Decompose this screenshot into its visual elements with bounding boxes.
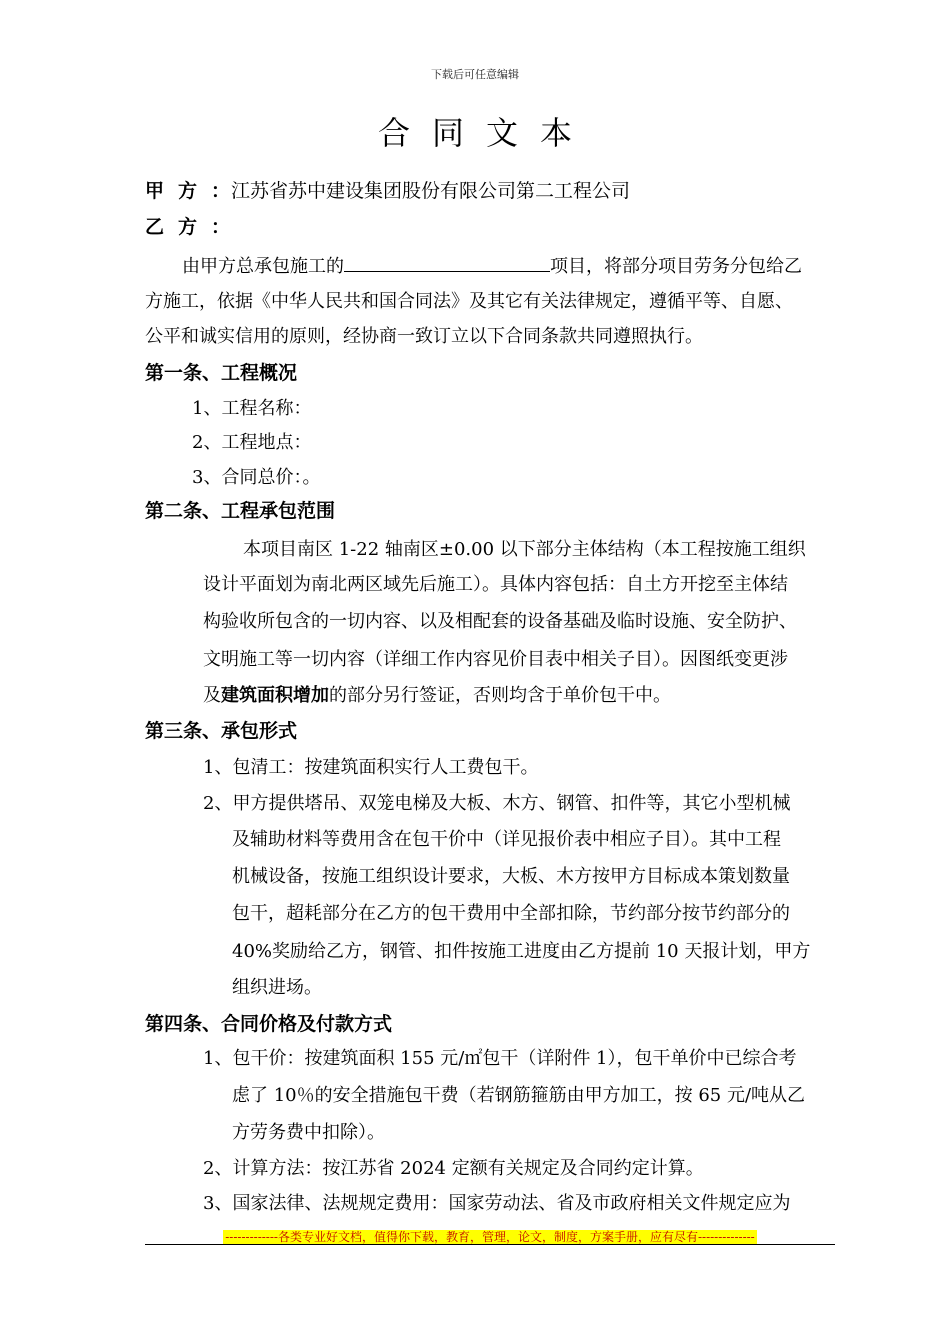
article-4-item-2: 2、计算方法：按江苏省 2024 定额有关规定及合同约定计算。 [203, 1158, 704, 1179]
article-3-heading: 第三条、承包形式 [145, 720, 298, 742]
footer-banner-text: -------------各类专业好文档，值得你下载，教育，管理，论文，制度，方案手册，应有尽有-------------- [225, 1230, 755, 1244]
intro-line-1-post: 项目，将部分项目劳务分包给乙 [550, 256, 802, 277]
article-4-item-1-line: 方劳务费中扣除）。 [232, 1122, 385, 1143]
intro-line-2: 方施工，依据《中华人民共和国合同法》及其它有关法律规定，遵循平等、自愿、 [145, 291, 793, 312]
article-2-last-pre: 及 [203, 685, 221, 706]
article-4-item-1-line: 虑了 10％的安全措施包干费（若钢筋箍筋由甲方加工，按 65 元/吨从乙 [232, 1085, 806, 1106]
party-b-line [145, 215, 245, 239]
project-name-blank [344, 253, 550, 272]
article-4-item-1-line: 1、包干价：按建筑面积 155 元/㎡包干（详附件 1），包干单价中已综合考 [203, 1048, 797, 1069]
article-2-heading: 第二条、工程承包范围 [145, 500, 336, 522]
intro-line-1 [182, 253, 802, 279]
article-2-last-line [203, 684, 671, 708]
header-note: 下载后可任意编辑 [431, 68, 519, 81]
article-4-heading: 第四条、合同价格及付款方式 [145, 1013, 393, 1035]
document-title: 合同文本 [377, 114, 594, 152]
article-3-item-1: 1、包清工：按建筑面积实行人工费包干。 [203, 757, 539, 778]
article-2-line: 本项目南区 1-22 轴南区±0.00 以下部分主体结构（本工程按施工组织 [243, 539, 806, 560]
article-3-item-2-line: 2、甲方提供塔吊、双笼电梯及大板、木方、钢管、扣件等，其它小型机械 [203, 793, 791, 814]
article-2-line: 设计平面划为南北两区域先后施工）。具体内容包括：自土方开挖至主体结 [203, 574, 788, 595]
footer-banner [145, 1226, 835, 1245]
article-3-item-2-line: 机械设备，按施工组织设计要求，大板、木方按甲方目标成本策划数量 [232, 866, 790, 887]
article-4-item-3: 3、国家法律、法规规定费用：国家劳动法、省及市政府相关文件规定应为 [203, 1193, 791, 1214]
footer-divider [145, 1244, 835, 1245]
party-a-name: 江苏省苏中建设集团股份有限公司第二工程公司 [231, 180, 631, 202]
intro-line-3: 公平和诚实信用的原则，经协商一致订立以下合同条款共同遵照执行。 [145, 326, 703, 347]
article-3-item-2-line: 及辅助材料等费用含在包干价中（详见报价表中相应子目）。其中工程 [232, 829, 781, 850]
building-area-increase-emphasis: 建筑面积增加 [221, 685, 329, 706]
party-a-line [145, 179, 630, 203]
article-2-line: 文明施工等一切内容（详细工作内容见价目表中相关子目）。因图纸变更涉 [203, 649, 788, 670]
article-1-item: 3、合同总价：。 [192, 467, 321, 488]
party-b-label: 乙方： [145, 216, 245, 238]
article-3-item-2-line: 40%奖励给乙方，钢管、扣件按施工进度由乙方提前 10 天报计划，甲方 [232, 941, 811, 962]
article-3-item-2-line: 包干，超耗部分在乙方的包干费用中全部扣除，节约部分按节约部分的 [232, 903, 790, 924]
intro-line-1-pre: 由甲方总承包施工的 [182, 256, 344, 277]
article-2-line: 构验收所包含的一切内容、以及相配套的设备基础及临时设施、安全防护、 [203, 611, 797, 632]
party-a-label: 甲方： [145, 180, 245, 202]
article-3-item-2-line: 组织进场。 [232, 977, 322, 998]
article-1-heading: 第一条、工程概况 [145, 362, 298, 384]
article-1-item: 1、工程名称： [192, 398, 312, 419]
article-1-item: 2、工程地点： [192, 432, 312, 453]
article-2-last-post: 的部分另行签证，否则均含于单价包干中。 [329, 685, 671, 706]
